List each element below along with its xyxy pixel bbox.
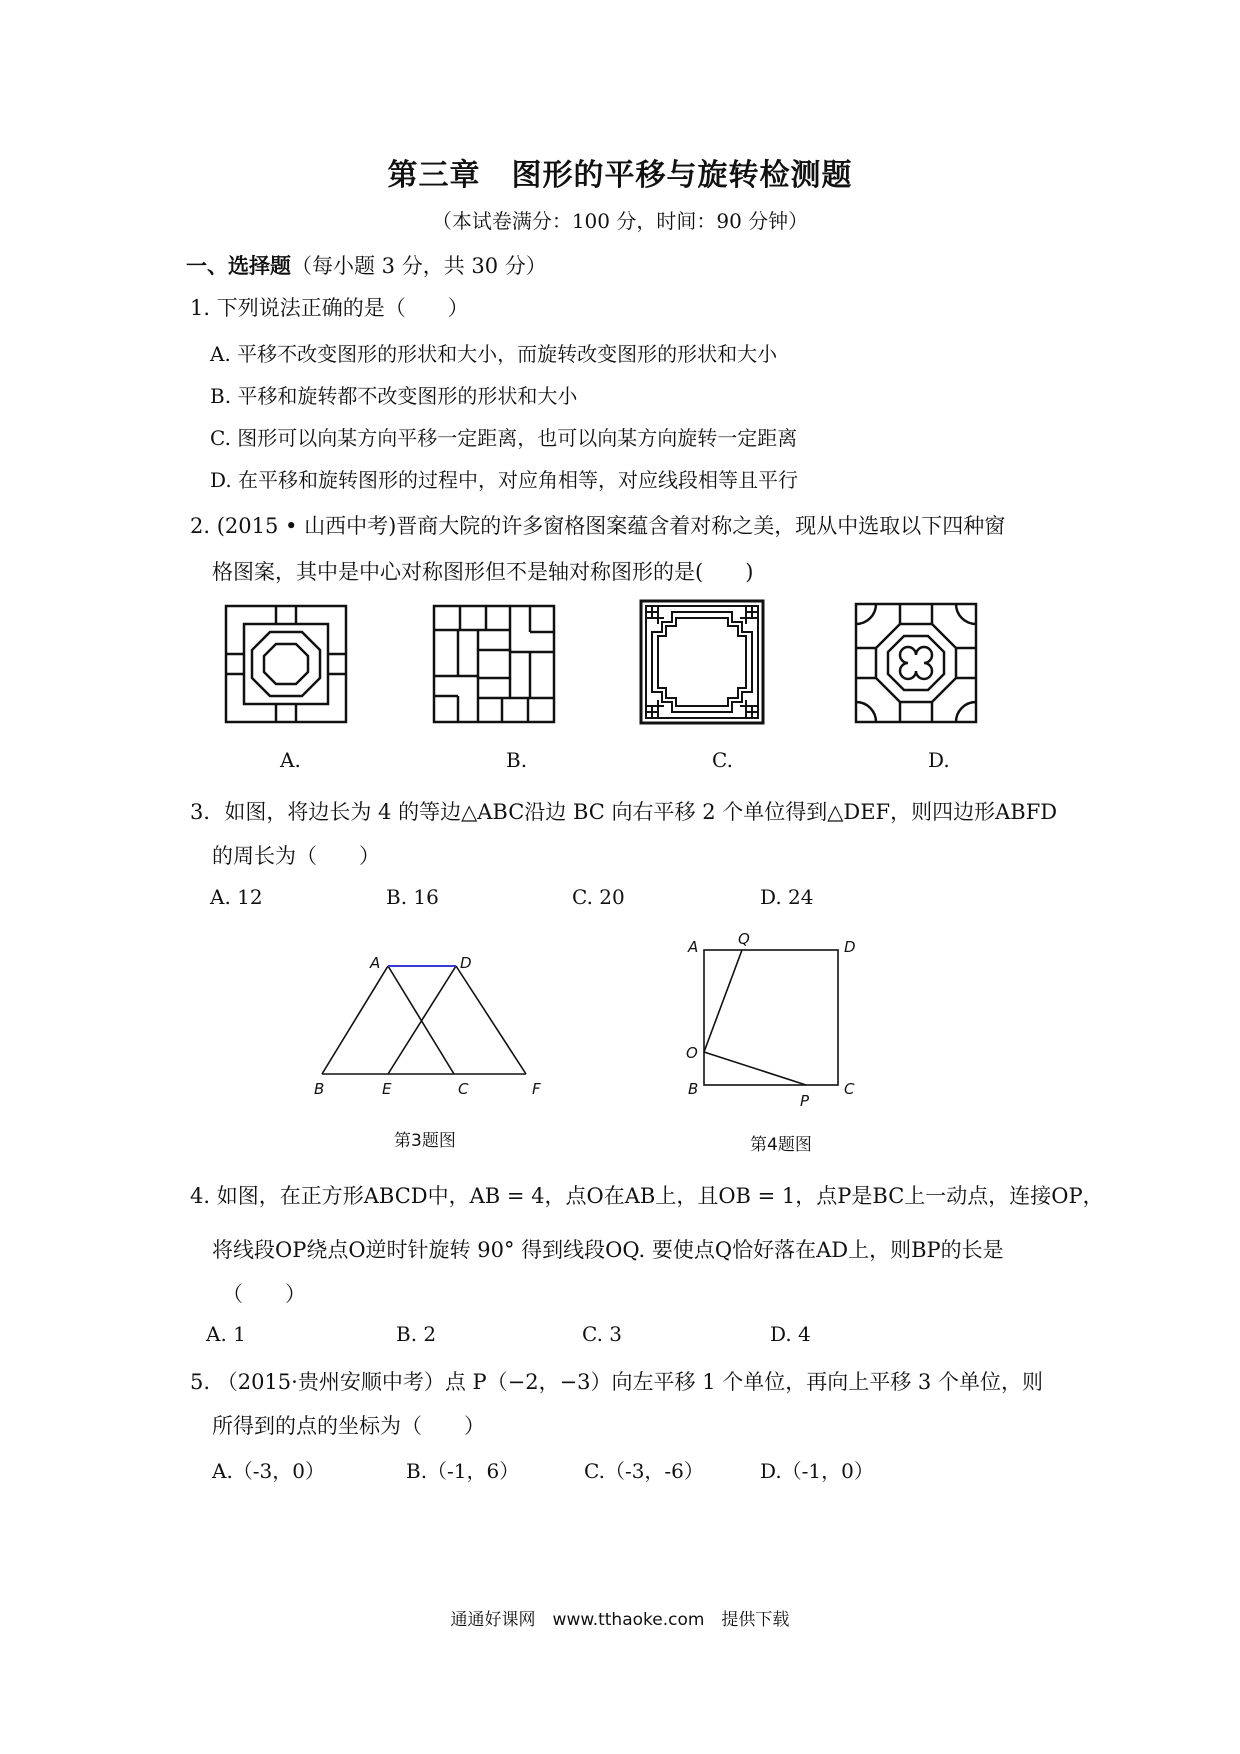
q4-line1: 4. 如图，在正方形ABCD中，AB = 4，点O在AB上，且OB = 1，点P是BC上一动点，连接OP， — [190, 1184, 1104, 1208]
fig4-label-q: Q — [738, 930, 750, 948]
q5-option-c: C.（-3，-6） — [584, 1459, 704, 1483]
footer-source: 通通好课网 www.tthaoke.com 提供下载 — [450, 1610, 790, 1630]
q3-option-d: D. 24 — [760, 885, 814, 909]
fig4-label-c: C — [844, 1080, 855, 1098]
figure-4-caption: 第4题图 — [750, 1135, 812, 1155]
fig3-label-f: F — [532, 1080, 541, 1098]
fig4-label-d: D — [844, 938, 856, 956]
q4-line3: （ ） — [222, 1282, 306, 1306]
fig3-label-c: C — [458, 1080, 469, 1098]
figure-4-diagram — [680, 928, 880, 1118]
q4-option-a: A. 1 — [206, 1322, 246, 1346]
q2-line2: 格图案，其中是中心对称图形但不是轴对称图形的是( ) — [212, 560, 754, 584]
fig3-label-a: A — [370, 954, 381, 972]
fig4-label-a: A — [688, 938, 699, 956]
q5-option-b: B.（-1，6） — [406, 1459, 520, 1483]
q2-label-b: B. — [506, 748, 528, 772]
q4-option-b: B. 2 — [396, 1322, 437, 1346]
fig3-label-e: E — [382, 1080, 392, 1098]
lattice-c-figure — [638, 598, 766, 726]
section-note: （每小题 3 分，共 30 分） — [291, 254, 547, 278]
exam-info: （本试卷满分：100 分，时间：90 分钟） — [431, 209, 809, 233]
lattice-a-figure — [222, 602, 350, 726]
q3-option-a: A. 12 — [210, 885, 263, 909]
fig3-label-b: B — [314, 1080, 325, 1098]
q5-line1: 5. （2015·贵州安顺中考）点 P（−2，−3）向左平移 1 个单位，再向上平移 3 个单位，则 — [190, 1370, 1043, 1394]
fig4-label-o: O — [686, 1044, 698, 1062]
q3-option-b: B. 16 — [386, 885, 439, 909]
q1-option-d: D. 在平移和旋转图形的过程中，对应角相等，对应线段相等且平行 — [210, 468, 799, 492]
q5-option-d: D.（-1，0） — [760, 1459, 874, 1483]
q4-option-c: C. 3 — [582, 1322, 623, 1346]
q5-option-a: A.（-3，0） — [212, 1459, 326, 1483]
fig4-label-p: P — [800, 1092, 810, 1110]
section-title: 一、选择题 — [186, 253, 291, 278]
q1-stem: 1. 下列说法正确的是（ ） — [190, 296, 469, 320]
q2-label-d: D. — [928, 748, 950, 772]
page-title: 第三章 图形的平移与旋转检测题 — [387, 158, 853, 193]
q4-option-d: D. 4 — [770, 1322, 811, 1346]
lattice-d-figure — [852, 600, 980, 726]
q1-option-a: A. 平移不改变图形的形状和大小，而旋转改变图形的形状和大小 — [210, 342, 778, 366]
q5-line2: 所得到的点的坐标为（ ） — [212, 1414, 485, 1438]
q2-line1: 2. (2015 • 山西中考)晋商大院的许多窗格图案蕴含着对称之美，现从中选取以下四种窗 — [190, 514, 1006, 538]
q3-line2: 的周长为（ ） — [212, 844, 380, 868]
q1-option-b: B. 平移和旋转都不改变图形的形状和大小 — [210, 384, 578, 408]
q4-line2: 将线段OP绕点O逆时针旋转 90° 得到线段OQ. 要使点Q恰好落在AD上，则BP的长是 — [212, 1238, 1004, 1262]
section-heading — [186, 250, 547, 280]
q3-option-c: C. 20 — [572, 885, 625, 909]
fig4-label-b: B — [688, 1080, 699, 1098]
figure-3-caption: 第3题图 — [394, 1131, 456, 1151]
q2-label-c: C. — [712, 748, 733, 772]
q2-label-a: A. — [280, 748, 301, 772]
fig3-label-d: D — [460, 954, 472, 972]
figure-3-diagram — [310, 950, 560, 1100]
lattice-b-figure — [430, 602, 558, 726]
q3-line1: 3．如图，将边长为 4 的等边△ABC沿边 BC 向右平移 2 个单位得到△DEF，则四边形ABFD — [190, 800, 1058, 824]
q1-option-c: C. 图形可以向某方向平移一定距离，也可以向某方向旋转一定距离 — [210, 426, 798, 450]
